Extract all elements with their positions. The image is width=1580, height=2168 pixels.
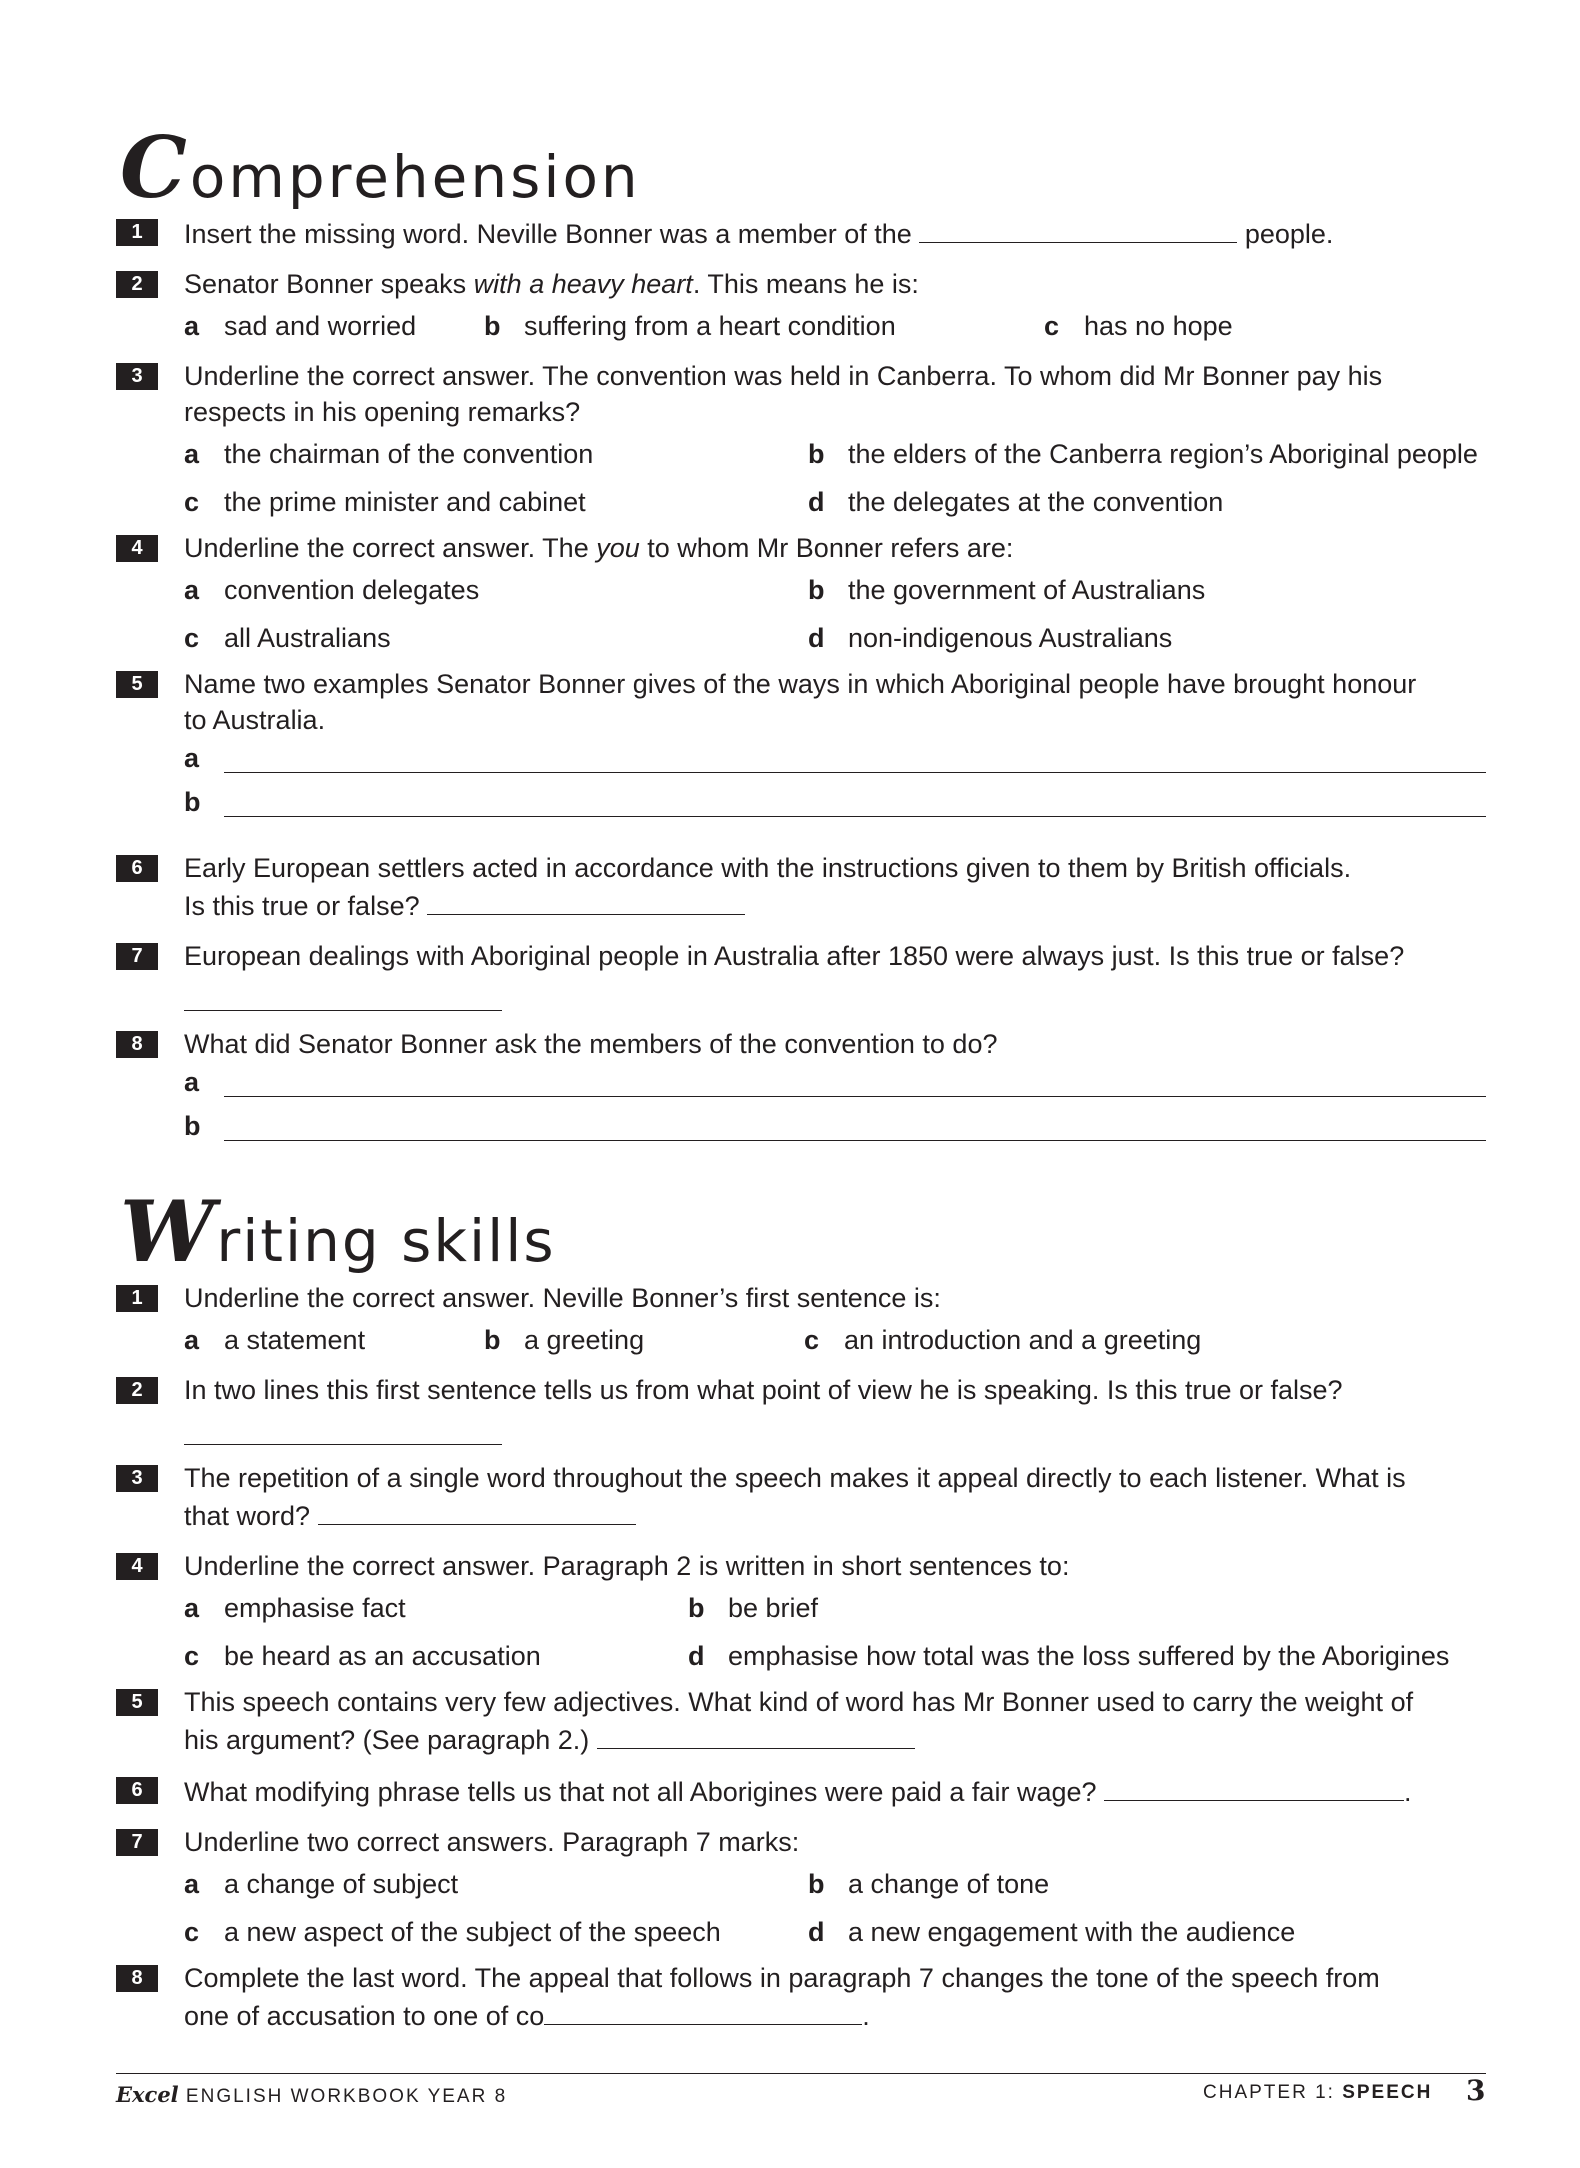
heading-initial: W xyxy=(120,1182,217,1281)
question-text: Senator Bonner speaks xyxy=(184,269,474,299)
option-a[interactable]: a a statement xyxy=(184,1325,366,1355)
answer-blank[interactable] xyxy=(184,980,502,1011)
options-row xyxy=(184,1638,1486,1680)
question-number: 2 xyxy=(116,271,158,298)
question-number: 7 xyxy=(116,943,158,970)
question-text-end: to whom Mr Bonner refers are: xyxy=(639,533,1014,563)
question-text: In two lines this first sentence tells us from what point of view he is speaking. Is this true or false? xyxy=(184,1375,1343,1405)
question-text: Underline the correct answer. The xyxy=(184,533,597,563)
question-text-end: . xyxy=(1404,1777,1412,1807)
chapter-label: CHAPTER 1: xyxy=(1203,2082,1343,2103)
question-text-end: . This means he is: xyxy=(692,269,919,299)
option-b[interactable]: b a change of tone xyxy=(808,1869,1050,1899)
heading-rest: omprehension xyxy=(189,143,641,211)
answer-blank[interactable] xyxy=(919,214,1237,243)
option-c[interactable]: c an introduction and a greeting xyxy=(804,1325,1202,1355)
footer-book-title xyxy=(116,2082,507,2108)
options-row xyxy=(184,1590,1486,1632)
question-text: Insert the missing word. Neville Bonner was a member of the xyxy=(184,219,920,249)
question-text-line-1: Early European settlers acted in accordance with the instructions given to them by British officials. xyxy=(184,853,1352,883)
option-c[interactable]: c the prime minister and cabinet xyxy=(184,487,586,517)
options-row xyxy=(184,1914,1486,1956)
question-number: 4 xyxy=(116,1553,158,1580)
writing-question-2 xyxy=(116,1372,1486,1445)
question-text-end: . xyxy=(862,2001,870,2031)
option-d[interactable]: d the delegates at the convention xyxy=(808,487,1224,517)
question-text: What modifying phrase tells us that not all Aborigines were paid a fair wage? xyxy=(184,1777,1105,1807)
options-row xyxy=(184,436,1486,478)
options-row xyxy=(184,1322,1486,1364)
writing-question-3 xyxy=(116,1460,1486,1534)
question-number: 3 xyxy=(116,1465,158,1492)
question-text: European dealings with Aboriginal people in Australia after 1850 were always just. Is this true or false? xyxy=(184,941,1405,971)
heading-initial: C xyxy=(120,118,190,217)
option-a[interactable]: a a change of subject xyxy=(184,1869,459,1899)
chapter-name: SPEECH xyxy=(1342,2082,1433,2103)
options-row xyxy=(184,572,1486,614)
option-c[interactable]: c a new aspect of the subject of the speech xyxy=(184,1917,721,1947)
footer-divider xyxy=(116,2073,1486,2074)
comprehension-question-2 xyxy=(116,266,1486,350)
answer-blank[interactable] xyxy=(184,1414,502,1445)
question-text-line-1: Underline the correct answer. The convention was held in Canberra. To whom did Mr Bonner pay his xyxy=(184,361,1383,391)
answer-line-a[interactable]: a xyxy=(184,738,1486,782)
writing-question-7 xyxy=(116,1824,1486,1956)
options-row xyxy=(184,484,1486,526)
option-a[interactable]: a emphasise fact xyxy=(184,1593,406,1623)
option-d[interactable]: d non-indigenous Australians xyxy=(808,623,1173,653)
option-a[interactable]: a convention delegates xyxy=(184,575,480,605)
comprehension-question-4 xyxy=(116,530,1486,662)
comprehension-heading xyxy=(120,118,641,217)
options-row xyxy=(184,308,1486,350)
question-text-line-2: that word? xyxy=(184,1501,318,1531)
question-number: 1 xyxy=(116,219,158,246)
excel-logo: Excel xyxy=(116,2082,179,2107)
question-number: 4 xyxy=(116,535,158,562)
question-number: 8 xyxy=(116,1965,158,1992)
footer-chapter xyxy=(1203,2082,1432,2104)
question-text-end: people. xyxy=(1237,219,1334,249)
question-number: 7 xyxy=(116,1829,158,1856)
writing-question-6 xyxy=(116,1772,1486,1810)
question-text-italic: you xyxy=(596,533,640,563)
comprehension-question-6 xyxy=(116,850,1486,924)
question-number: 8 xyxy=(116,1031,158,1058)
question-text-line-1: This speech contains very few adjectives. What kind of word has Mr Bonner used to carry the weight of xyxy=(184,1687,1414,1717)
question-number: 6 xyxy=(116,855,158,882)
question-text: Underline the correct answer. Neville Bonner’s first sentence is: xyxy=(184,1283,941,1313)
comprehension-question-7 xyxy=(116,938,1486,1011)
question-text-line-2: one of accusation to one of co xyxy=(184,2001,545,2031)
answer-blank[interactable] xyxy=(427,886,745,915)
question-number: 5 xyxy=(116,671,158,698)
answer-blank[interactable] xyxy=(544,1996,862,2025)
question-text-line-2: his argument? (See paragraph 2.) xyxy=(184,1725,597,1755)
option-c[interactable]: c has no hope xyxy=(1044,311,1233,341)
option-b[interactable]: b a greeting xyxy=(484,1325,645,1355)
options-row xyxy=(184,620,1486,662)
question-text: Underline the correct answer. Paragraph 2 is written in short sentences to: xyxy=(184,1551,1070,1581)
comprehension-question-3 xyxy=(116,358,1486,526)
writing-question-8 xyxy=(116,1960,1486,2034)
answer-line-b[interactable]: b xyxy=(184,1106,1486,1150)
option-c[interactable]: c all Australians xyxy=(184,623,391,653)
question-text: What did Senator Bonner ask the members of the convention to do? xyxy=(184,1029,998,1059)
options-row xyxy=(184,1866,1486,1908)
question-number: 6 xyxy=(116,1777,158,1804)
option-a[interactable]: a sad and worried xyxy=(184,311,417,341)
question-number: 2 xyxy=(116,1377,158,1404)
option-b[interactable]: b suffering from a heart condition xyxy=(484,311,896,341)
question-text-line-2: respects in his opening remarks? xyxy=(184,397,581,427)
question-text-line-1: Name two examples Senator Bonner gives of the ways in which Aboriginal people have brought honour xyxy=(184,669,1417,699)
comprehension-question-8 xyxy=(116,1026,1486,1150)
option-d[interactable]: d a new engagement with the audience xyxy=(808,1917,1296,1947)
writing-question-4 xyxy=(116,1548,1486,1680)
page-number: 3 xyxy=(1466,2074,1488,2107)
question-text-italic: with a heavy heart xyxy=(473,269,693,299)
heading-rest: riting skills xyxy=(216,1207,556,1275)
option-b[interactable]: b the government of Australians xyxy=(808,575,1206,605)
question-number: 3 xyxy=(116,363,158,390)
option-a[interactable]: a the chairman of the convention xyxy=(184,439,594,469)
comprehension-question-1 xyxy=(116,214,1486,252)
comprehension-question-5 xyxy=(116,666,1486,826)
question-text-line-2: to Australia. xyxy=(184,705,326,735)
question-text-line-1: The repetition of a single word throughout the speech makes it appeal directly to each listener. What is xyxy=(184,1463,1406,1493)
option-b[interactable]: b be brief xyxy=(688,1593,819,1623)
answer-blank[interactable] xyxy=(597,1720,915,1749)
option-b[interactable]: b the elders of the Canberra region’s Aboriginal people xyxy=(808,439,1478,469)
writing-skills-heading xyxy=(120,1182,556,1281)
question-text: Underline two correct answers. Paragraph 7 marks: xyxy=(184,1827,800,1857)
answer-blank[interactable] xyxy=(318,1496,636,1525)
question-text-line-1: Complete the last word. The appeal that follows in paragraph 7 changes the tone of the speech from xyxy=(184,1963,1380,1993)
answer-line-a[interactable]: a xyxy=(184,1062,1486,1106)
writing-question-5 xyxy=(116,1684,1486,1758)
writing-question-1 xyxy=(116,1280,1486,1364)
question-number: 5 xyxy=(116,1689,158,1716)
answer-line-b[interactable]: b xyxy=(184,782,1486,826)
option-c[interactable]: c be heard as an accusation xyxy=(184,1641,541,1671)
answer-blank[interactable] xyxy=(1104,1772,1404,1801)
question-number: 1 xyxy=(116,1285,158,1312)
question-text-line-2: Is this true or false? xyxy=(184,891,428,921)
option-d[interactable]: d emphasise how total was the loss suffered by the Aborigines xyxy=(688,1641,1450,1671)
book-title: ENGLISH WORKBOOK YEAR 8 xyxy=(178,2086,508,2107)
